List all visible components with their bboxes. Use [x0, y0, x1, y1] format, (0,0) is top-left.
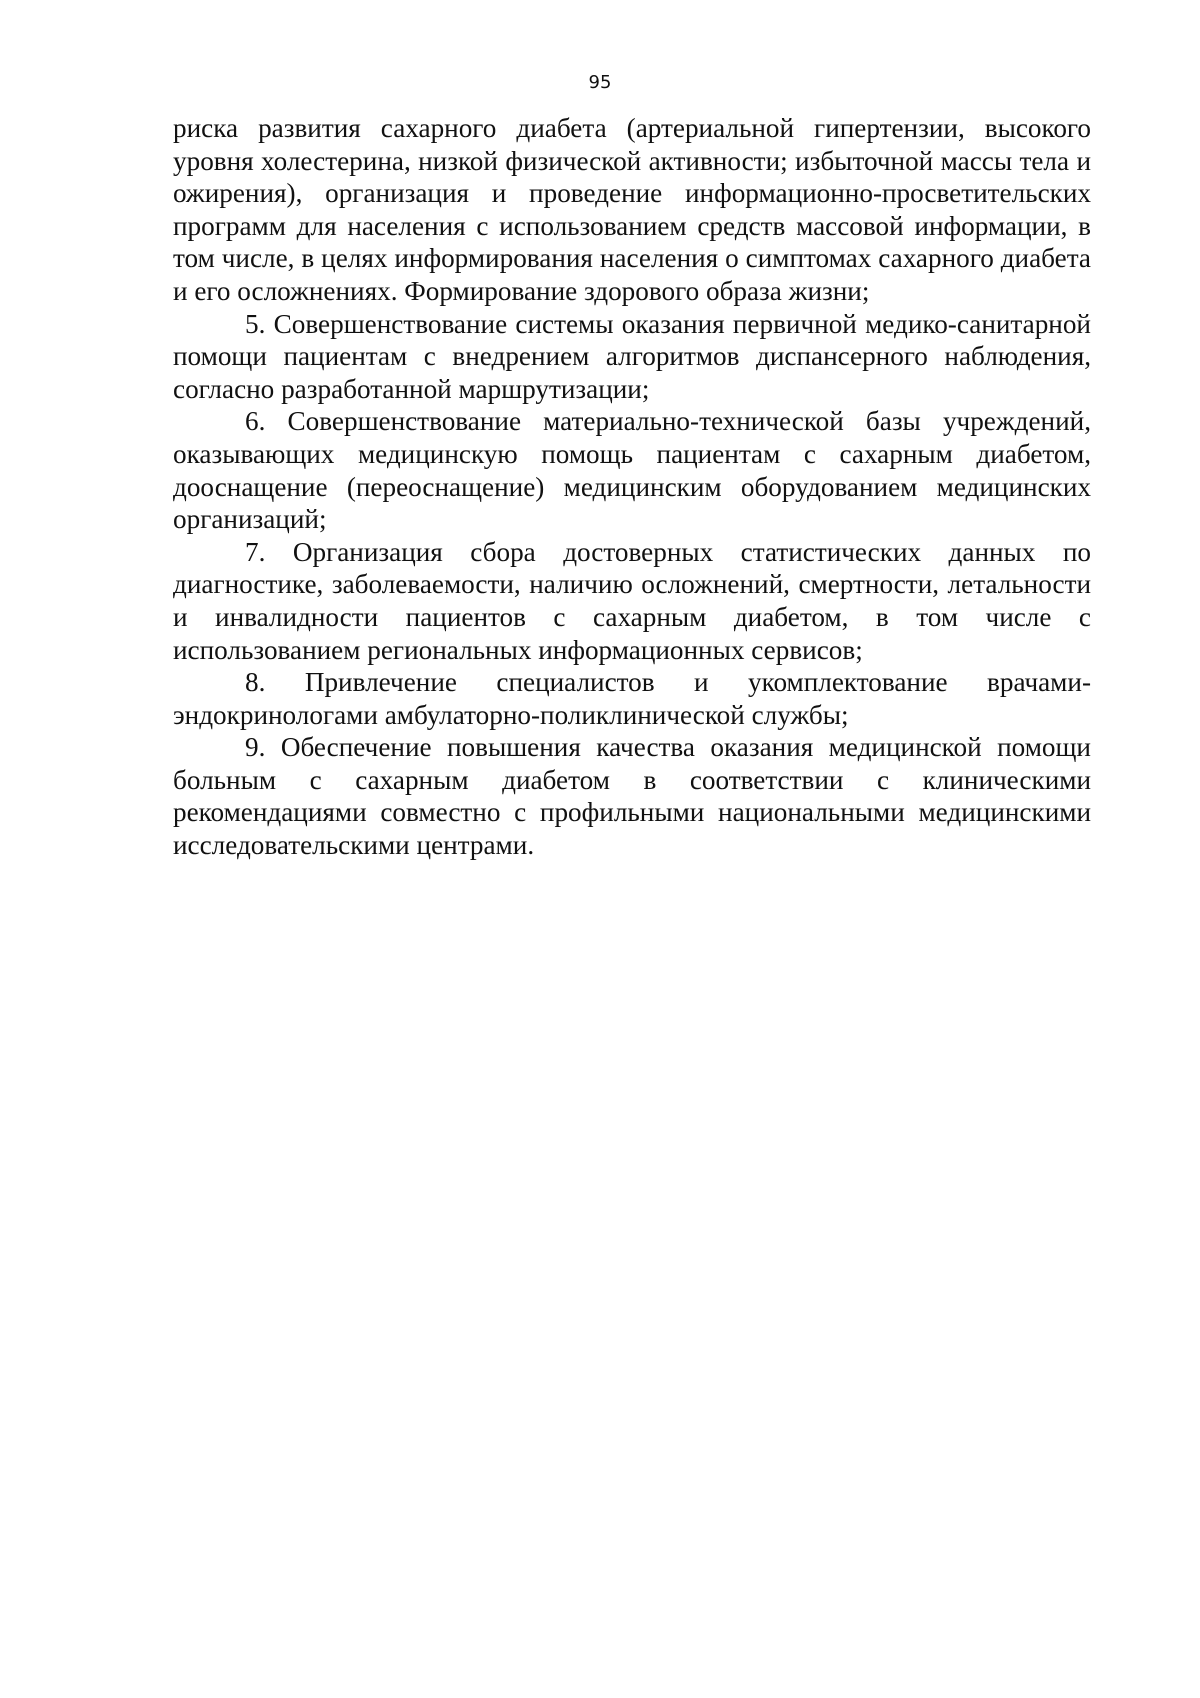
list-item-9: 9. Обеспечение повышения качества оказания медицинской помощи больным с сахарным диабетом в соответствии с клиническими рекомендациями совместно с профильными национальными медицинскими исследовательскими центрами. [173, 732, 1091, 861]
list-item-8: 8. Привлечение специалистов и укомплектование врачами-эндокринологами амбулаторно-поликлинической службы; [173, 667, 1091, 730]
paragraph-continuation: риска развития сахарного диабета (артериальной гипертензии, высокого уровня холестерина, низкой физической активности; избыточной массы тела и ожирения), организация и проведение информационно-просветительских программ для населения с использованием средств массовой информации, в том числе, в целях информирования населения о симптомах сахарного диабета и его осложнениях. Формирование здорового образа жизни; [173, 113, 1091, 306]
list-item-6: 6. Совершенствование материально-технической базы учреждений, оказывающих медицинскую помощь пациентам с сахарным диабетом, дооснащение (переоснащение) медицинским оборудованием медицинских организаций; [173, 406, 1091, 535]
list-item-5: 5. Совершенствование системы оказания первичной медико-санитарной помощи пациентам с внедрением алгоритмов диспансерного наблюдения, согласно разработанной маршрутизации; [173, 308, 1091, 404]
page-number: 95 [588, 72, 612, 93]
list-item-7: 7. Организация сбора достоверных статистических данных по диагностике, заболеваемости, наличию осложнений, смертности, летальности и инвалидности пациентов с сахарным диабетом, в том числе с использованием региональных информационных сервисов; [173, 536, 1091, 665]
document-body [173, 112, 1091, 862]
